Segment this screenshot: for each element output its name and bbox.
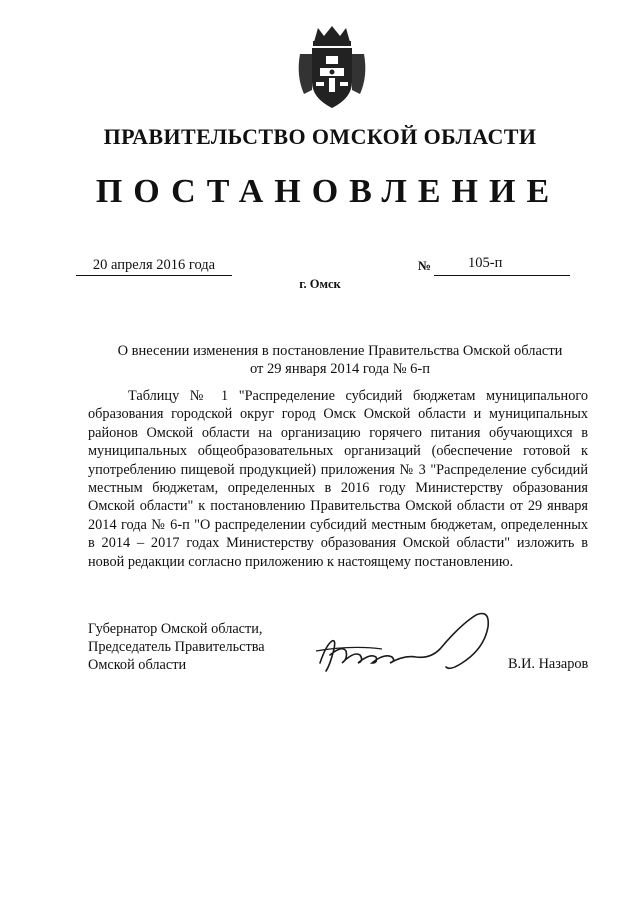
document-number: 105-п bbox=[468, 255, 503, 271]
signer-position bbox=[88, 620, 265, 674]
document-title bbox=[70, 342, 610, 378]
signer-name: В.И. Назаров bbox=[508, 656, 589, 672]
title-line-1: О внесении изменения в постановление Правительства Омской области bbox=[117, 343, 563, 359]
body-paragraph: Таблицу № 1 "Распределение субсидий бюджетам муниципального образования городской округ город Омск Омской области и муниципальных районов Омской области на организацию горячего питания обучающихся в муниципальных общеобразовательных организаций (обеспечение готовой к употреблению пищевой продукцией) приложения № 3 "Распределение субсидий местным бюджетам, определенных в 2016 году Министерству образования Омской области" к постановлению Правительства Омской области от 29 января 2014 года № 6-п "О распределении субсидий местным бюджетам, определенных в 2014 – 2017 годах Министерству образования Омской области" изложить в новой редакции согласно приложению к настоящему постановлению. bbox=[88, 388, 588, 570]
organization-name: ПРАВИТЕЛЬСТВО ОМСКОЙ ОБЛАСТИ bbox=[103, 124, 537, 149]
signer-position-line-3: Омской области bbox=[88, 657, 187, 673]
coat-of-arms-emblem bbox=[294, 24, 370, 112]
handwritten-signature bbox=[312, 605, 502, 685]
signer-position-line-2: Председатель Правительства bbox=[88, 639, 265, 655]
document-type: ПОСТАНОВЛЕНИЕ bbox=[95, 173, 561, 210]
city: г. Омск bbox=[299, 277, 341, 291]
signer-position-line-1: Губернатор Омской области, bbox=[88, 621, 263, 637]
document-date: 20 апреля 2016 года bbox=[76, 257, 232, 276]
document-number-line bbox=[434, 257, 570, 276]
title-line-2: от 29 января 2014 года № 6-п bbox=[250, 361, 430, 377]
number-label: № bbox=[418, 258, 432, 273]
